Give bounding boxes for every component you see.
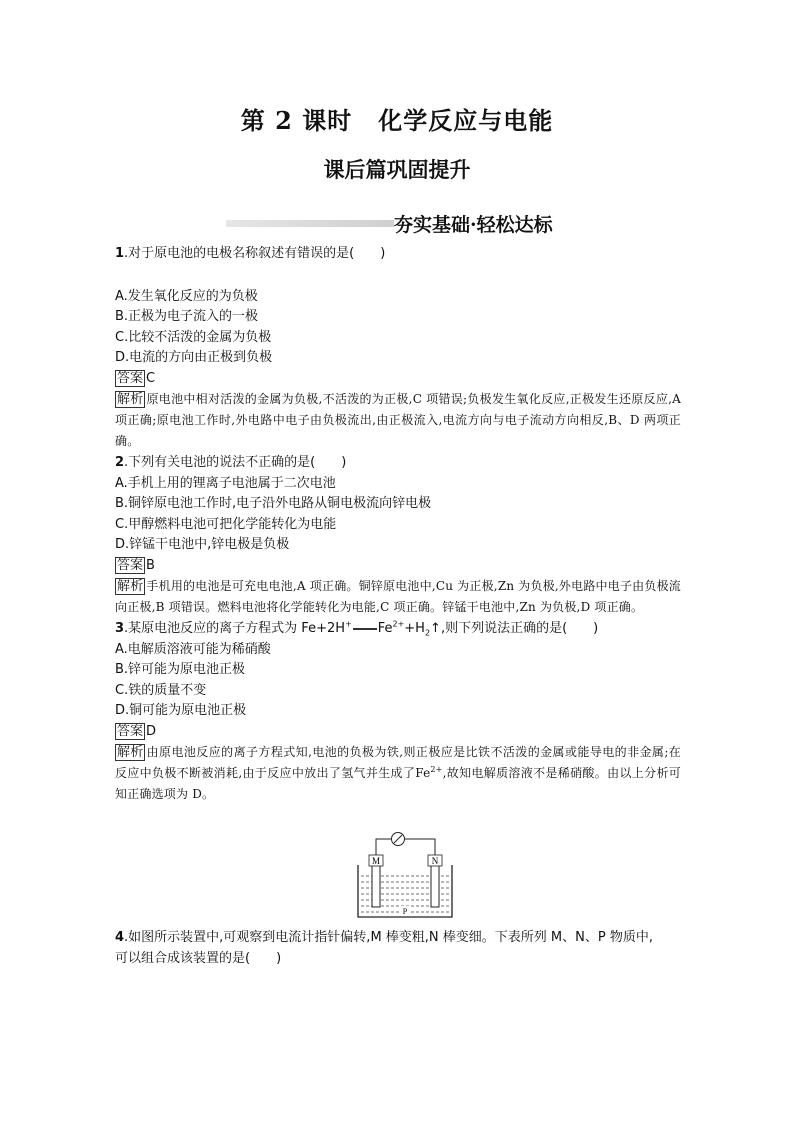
page-subtitle: 课后篇巩固提升 [323, 157, 471, 182]
analysis-paragraph [115, 389, 681, 452]
page-title [0, 101, 794, 136]
question-text: .对于原电池的电极名称叙述有错误的是( ) [124, 246, 386, 261]
label-p: P [402, 907, 408, 916]
charge-superscript: 2+ [392, 619, 405, 629]
galvanic-cell-diagram [355, 829, 455, 921]
equation-equals-line [353, 628, 377, 630]
question-2 [115, 453, 681, 618]
option-d: D.锌锰干电池中,锌电极是负极 [115, 537, 290, 552]
electrode-m [372, 863, 380, 907]
answer-tag: 答案 [117, 557, 144, 573]
question-number: 2 [115, 455, 125, 470]
analysis-tag: 解析 [117, 579, 144, 594]
option-b: B.铜锌原电池工作时,电子沿外电路从铜电极流向锌电极 [115, 496, 432, 511]
question-text-continued: 可以组合成该装置的是( ) [115, 950, 282, 966]
question-text: .下列有关电池的说法不正确的是( ) [124, 455, 347, 470]
question-number: 4 [115, 930, 125, 945]
question-text: .某原电池反应的离子方程式为 Fe+2H [124, 621, 346, 636]
question-number: 1 [115, 246, 125, 261]
label-n: N [431, 856, 439, 866]
subscript: 2 [424, 628, 431, 638]
answer-line [115, 722, 681, 743]
charge-superscript: 2+ [430, 765, 443, 774]
section-header-band [226, 220, 394, 227]
question-1 [115, 244, 681, 452]
section-title: 夯实基础·轻松达标 [394, 214, 553, 236]
question-stem [115, 453, 681, 474]
answer-tag: 答案 [117, 370, 144, 386]
analysis-text: 原电池中相对活泼的金属为负极,不活泼的为正极,C 项错误;负极发生氧化反应,正极发生还原反应,A 项正确;原电池工作时,外电路中电子由负极流出,由正极流入,电流方向与电子流动方向相反,B、D 两项正确。 [115, 392, 681, 448]
option-a: A.手机上用的锂离子电池属于二次电池 [115, 475, 336, 491]
analysis-text: 由原电池反应的离子方程式知,电池的负极为铁,则正极应是比铁不活泼的金属或能导电的非金属;在反应中负极不断被消耗,由于反应中放出了氢气并生成了Fe [115, 745, 681, 780]
option-b: B.锌可能为原电池正极 [115, 662, 246, 677]
question-stem [115, 928, 681, 949]
electrode-n [431, 863, 439, 907]
galvanic-cell-svg [355, 829, 455, 921]
option-b: B.正极为电子流入的一极 [115, 309, 259, 324]
analysis-text: ,故知电解质溶液不是稀硝酸。由以上分析可知正确选项为 D。 [115, 766, 681, 801]
answer-line [115, 369, 681, 390]
question-text: ↑,则下列说法正确的是( ) [430, 621, 599, 636]
question-stem [115, 244, 681, 265]
answer-value: D [146, 723, 157, 739]
option-d: D.铜可能为原电池正极 [115, 703, 247, 718]
charge-superscript: + [345, 619, 352, 629]
question-text: Fe [377, 621, 393, 636]
analysis-text: 手机用的电池是可充电电池,A 项正确。铜锌原电池中,Cu 为正极,Zn 为负极,外电路中电子由负极流向正极,B 项错误。燃料电池将化学能转化为电能,C 项正确。锌锰干电池中,Zn 为负极,D 项正确。 [115, 579, 681, 614]
option-c: C.比较不活泼的金属为负极 [115, 329, 272, 345]
analysis-paragraph [115, 742, 681, 805]
lesson-number: 第 2 课时 [240, 106, 353, 135]
option-a: A.发生氧化反应的为负极 [115, 288, 258, 304]
option-c: C.甲醇燃料电池可把化学能转化为电能 [115, 516, 337, 532]
analysis-tag: 解析 [117, 392, 144, 407]
analysis-tag: 解析 [117, 745, 144, 760]
question-text: +H [404, 621, 425, 636]
question-4 [115, 928, 681, 969]
answer-value: C [146, 370, 156, 386]
option-a: A.电解质溶液可能为稀硝酸 [115, 641, 271, 657]
question-stem [115, 619, 681, 640]
answer-tag: 答案 [117, 723, 144, 739]
option-c: C.铁的质量不变 [115, 682, 207, 698]
analysis-paragraph [115, 576, 681, 618]
external-wire [376, 839, 435, 863]
lesson-topic: 化学反应与电能 [378, 106, 554, 135]
question-list [115, 243, 681, 805]
question-3 [115, 619, 681, 805]
question-text: .如图所示装置中,可观察到电流计指针偏转,M 棒变粗,N 棒变细。下表所列 M、N、P 物质中, [124, 930, 653, 945]
question-number: 3 [115, 621, 125, 636]
answer-line [115, 556, 681, 577]
option-d: D.电流的方向由正极到负极 [115, 350, 273, 365]
label-m: M [371, 856, 381, 866]
answer-value: B [146, 557, 155, 573]
